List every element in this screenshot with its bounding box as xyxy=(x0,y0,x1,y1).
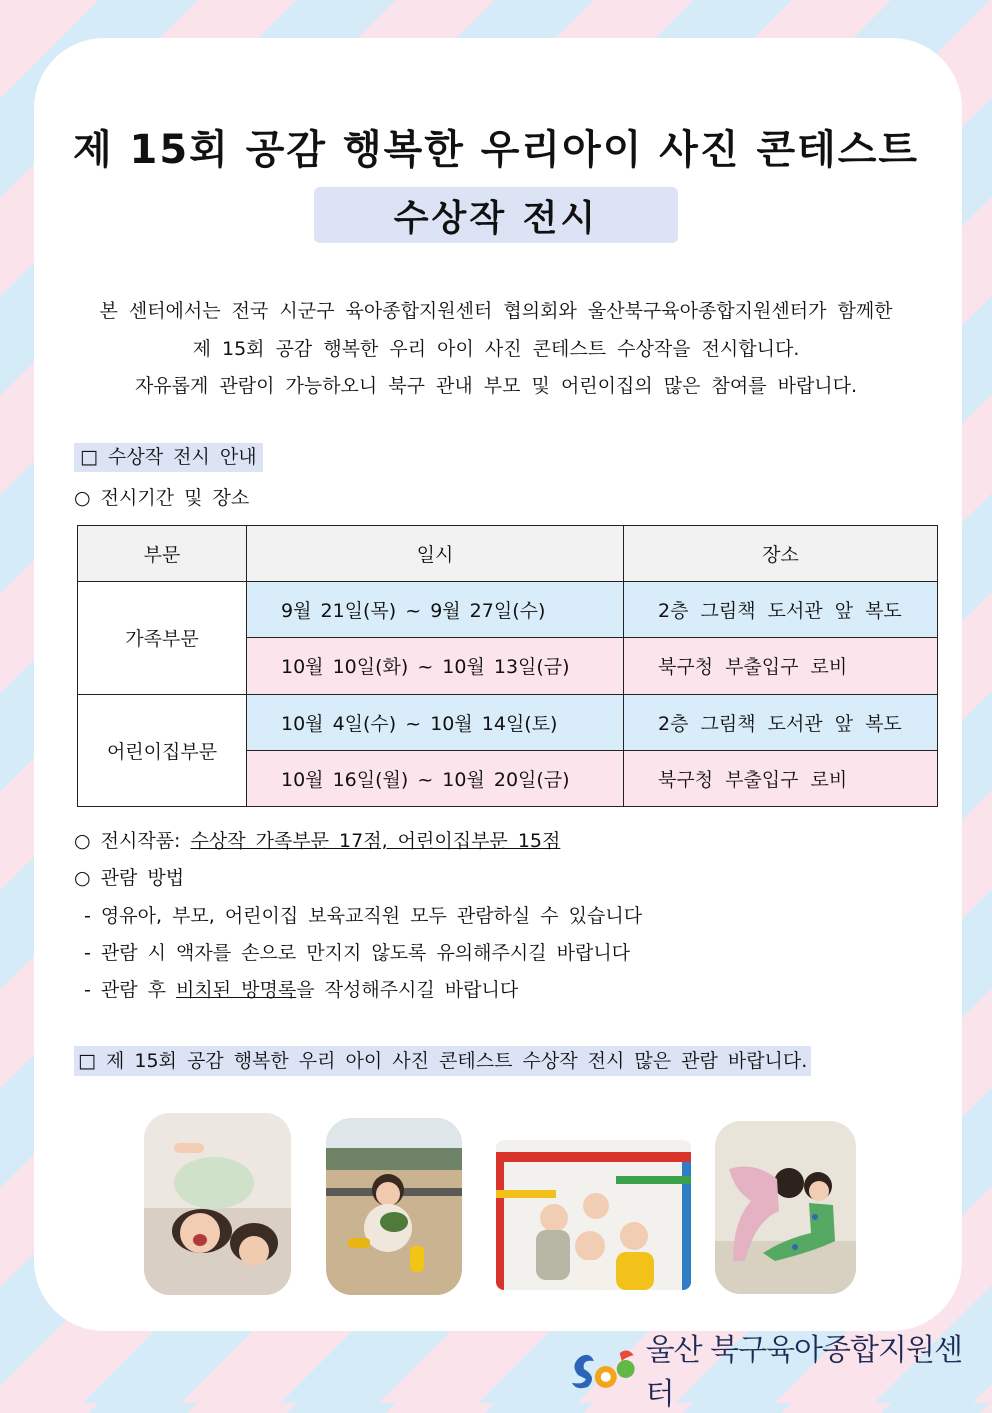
table-row xyxy=(78,582,938,638)
place-cell: 2층 그림책 도서관 앞 복도 xyxy=(624,694,938,750)
center-logo xyxy=(568,1333,988,1412)
page-title: 제 15회 공감 행복한 우리아이 사진 콘테스트 xyxy=(72,127,920,173)
photo-child-laughing-art xyxy=(144,1113,291,1295)
works-label: ○ 전시작품: xyxy=(74,830,191,852)
center-logo-text: 울산 북구육아종합지원센터 xyxy=(645,1333,962,1412)
date-cell: 10월 10일(화) ~ 10월 13일(금) xyxy=(247,638,624,694)
method-item-3 xyxy=(84,975,518,1002)
section-heading: □ 수상작 전시 안내 xyxy=(74,443,263,472)
photo-child-laughing xyxy=(144,1113,291,1295)
photo-daycare-group xyxy=(496,1140,691,1290)
subtitle-badge: 수상작 전시 xyxy=(314,187,678,243)
closing-message: □ 제 15회 공감 행복한 우리 아이 사진 콘테스트 수상작 전시 많은 관람 바랍니다. xyxy=(74,1046,811,1076)
place-cell: 2층 그림책 도서관 앞 복도 xyxy=(624,582,938,638)
method-item-3-suffix: 을 작성해주시길 바랍니다 xyxy=(296,979,519,1001)
category-daycare: 어린이집부문 xyxy=(78,694,247,807)
works-value: 수상작 가족부문 17점, 어린이집부문 15점 xyxy=(190,830,561,852)
table-row xyxy=(78,694,938,750)
schedule-table xyxy=(77,525,938,807)
photo-child-field-art xyxy=(326,1118,462,1295)
intro-line-2: 제 15회 공감 행복한 우리 아이 사진 콘테스트 수상작을 전시합니다. xyxy=(192,338,800,360)
place-cell: 북구청 부출입구 로비 xyxy=(624,638,938,694)
method-item-2: - 관람 시 액자를 손으로 만지지 않도록 유의해주시길 바랍니다 xyxy=(84,942,631,964)
date-cell: 9월 21일(목) ~ 9월 27일(수) xyxy=(247,582,624,638)
period-heading: ○ 전시기간 및 장소 xyxy=(74,487,250,509)
header-date: 일시 xyxy=(247,526,624,582)
place-cell: 북구청 부출입구 로비 xyxy=(624,750,938,806)
category-family: 가족부문 xyxy=(78,582,247,695)
center-logo-icon xyxy=(568,1347,638,1391)
photo-child-field xyxy=(326,1118,462,1295)
table-header-row xyxy=(78,526,938,582)
date-cell: 10월 4일(수) ~ 10월 14일(토) xyxy=(247,694,624,750)
date-cell: 10월 16일(월) ~ 10월 20일(금) xyxy=(247,750,624,806)
photo-siblings-floor-art xyxy=(715,1121,856,1294)
header-category: 부문 xyxy=(78,526,247,582)
method-item-3-prefix: - 관람 후 xyxy=(84,979,177,1001)
guestbook-text: 비치된 방명록 xyxy=(176,979,297,1001)
intro-line-1: 본 센터에서는 전국 시군구 육아종합지원센터 협의회와 울산북구육아종합지원센터가 함께한 xyxy=(99,300,893,322)
intro-line-3: 자유롭게 관람이 가능하오니 북구 관내 부모 및 어린이집의 많은 참여를 바랍니다. xyxy=(134,375,858,397)
photo-siblings-floor xyxy=(715,1121,856,1294)
header-place: 장소 xyxy=(624,526,938,582)
method-item-1: - 영유아, 부모, 어린이집 보육교직원 모두 관람하실 수 있습니다 xyxy=(84,905,643,927)
photo-daycare-group-art xyxy=(496,1140,691,1290)
method-heading: ○ 관람 방법 xyxy=(74,867,185,889)
works-line xyxy=(74,826,560,853)
